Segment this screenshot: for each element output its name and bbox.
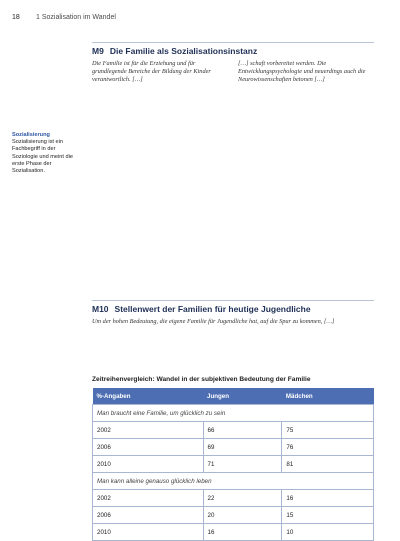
- sidenote-text: Sozialisierung ist ein Fachbegriff in der Soziologie und meint die erste Phase der Sozialisation.: [12, 139, 73, 175]
- table-cell-boys: 71: [203, 456, 282, 473]
- m10-heading: [92, 300, 374, 314]
- header-percent: %-Angaben: [93, 388, 204, 405]
- table-row: [93, 524, 374, 541]
- table-section-label: Man braucht eine Familie, um glücklich zu sein: [93, 405, 374, 422]
- table-row: [93, 507, 374, 524]
- table-cell-year: 2002: [93, 422, 204, 439]
- chapter-title: 1 Sozialisation im Wandel: [36, 14, 116, 21]
- header-boys: Jungen: [203, 388, 282, 405]
- m9-body: [92, 60, 374, 84]
- page-number: 18: [12, 14, 20, 21]
- table-row: [93, 456, 374, 473]
- table-cell-girls: 81: [282, 456, 374, 473]
- m9-heading: [92, 42, 374, 56]
- m10-intro: Um der hohen Bedeutung, die eigene Familie für Jugendliche hat, auf die Spur zu kommen, […]: [92, 318, 335, 325]
- header-girls: Mädchen: [282, 388, 374, 405]
- table-section-row: [93, 473, 374, 490]
- table-cell-year: 2010: [93, 524, 204, 541]
- table-header-row: [93, 388, 374, 405]
- table-cell-boys: 66: [203, 422, 282, 439]
- table-cell-girls: 16: [282, 490, 374, 507]
- m9-title: Die Familie als Sozialisationsinstanz: [109, 46, 258, 56]
- table-cell-year: 2006: [93, 439, 204, 456]
- table-cell-boys: 69: [203, 439, 282, 456]
- table-section-row: [93, 405, 374, 422]
- table-cell-boys: 22: [203, 490, 282, 507]
- m10-code: M10: [92, 304, 109, 314]
- table-row: [93, 439, 374, 456]
- table-cell-year: 2002: [93, 490, 204, 507]
- table-cell-girls: 75: [282, 422, 374, 439]
- table-title: Zeitreihenvergleich: Wandel in der subjektiven Bedeutung der Familie: [92, 376, 311, 383]
- table-cell-girls: 76: [282, 439, 374, 456]
- page-header: [12, 14, 388, 24]
- table-cell-year: 2010: [93, 456, 204, 473]
- table-cell-boys: 16: [203, 524, 282, 541]
- m10-title: Stellenwert der Familien für heutige Jugendliche: [114, 304, 311, 314]
- m9-excerpt-left: Die Familie ist für die Erziehung und für grundlegende Bereiche der Bildung der Kinder verantwortlich. […]: [92, 60, 211, 84]
- survey-table: [92, 388, 374, 541]
- m9-excerpt-right: […] schaft vorbereitet werden. Die Entwicklungspsychologie und neuerdings auch die Neurowissenschaften betonen […]: [238, 60, 366, 84]
- table-cell-boys: 20: [203, 507, 282, 524]
- table-cell-girls: 10: [282, 524, 374, 541]
- table-cell-girls: 15: [282, 507, 374, 524]
- sidenote: [12, 132, 82, 175]
- table-row: [93, 490, 374, 507]
- m9-code: M9: [92, 46, 104, 56]
- sidenote-term: Sozialisierung: [12, 132, 50, 138]
- table-cell-year: 2006: [93, 507, 204, 524]
- table-section-label: Man kann alleine genauso glücklich leben: [93, 473, 374, 490]
- table-row: [93, 422, 374, 439]
